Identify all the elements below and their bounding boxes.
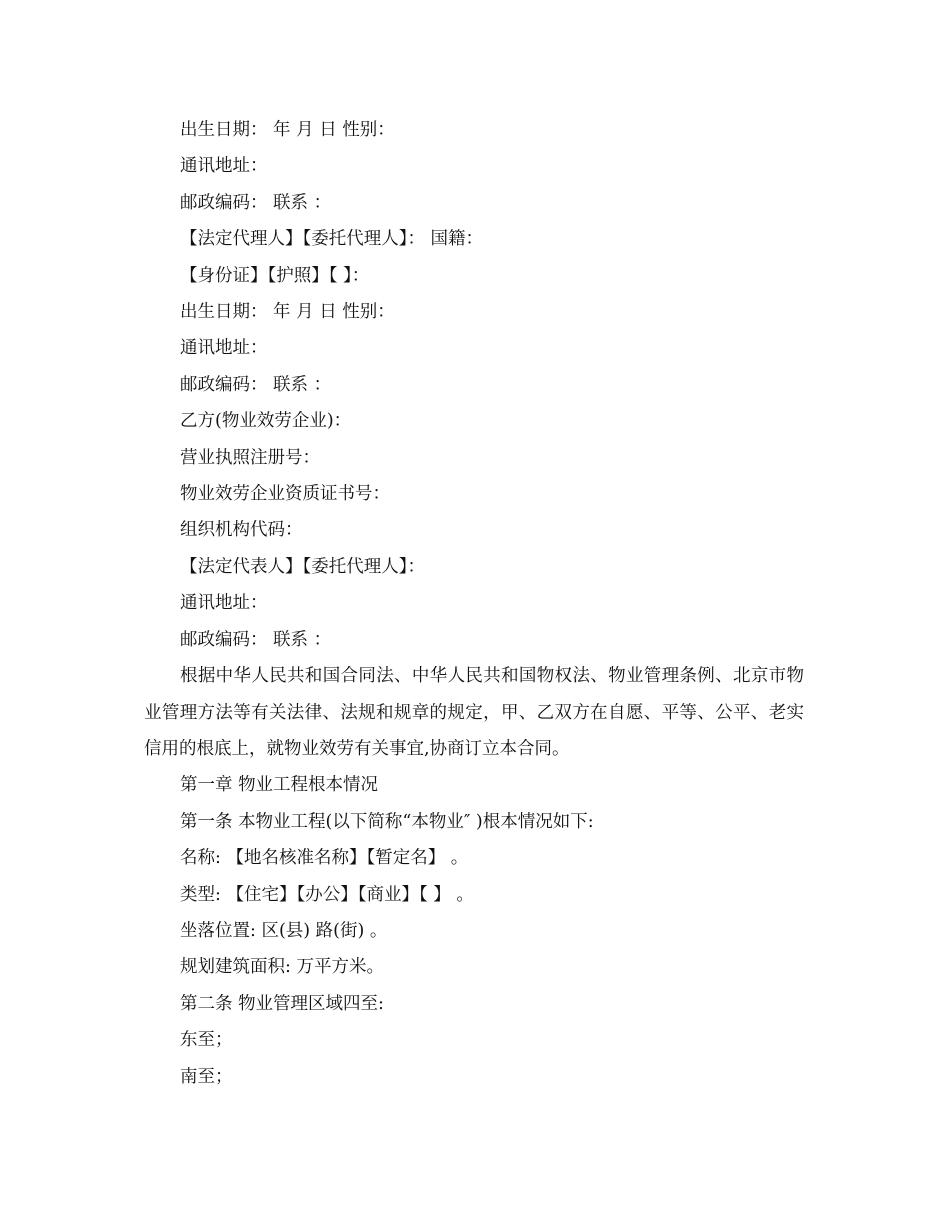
- text-line: 组织机构代码：: [180, 520, 303, 541]
- text-line: 乙方(物业效劳企业)：: [180, 411, 352, 432]
- text-line: 东至；: [180, 1030, 233, 1051]
- text-line: 类型: 【住宅】【办公】【商业】【 】 。: [180, 884, 474, 905]
- article-line: 第一条 本物业工程(以下简称“本物业″ )根本情况如下:: [180, 811, 594, 832]
- text-line: 规划建筑面积: 万平方米。: [180, 957, 384, 978]
- text-line: 营业执照注册号：: [180, 447, 320, 468]
- text-line: 邮政编码： 联系 ：: [180, 374, 332, 395]
- text-line: 通讯地址：: [180, 338, 268, 359]
- text-line: 邮政编码： 联系 ：: [180, 629, 332, 650]
- document-body: [144, 112, 804, 1095]
- text-line: 通讯地址：: [180, 156, 268, 177]
- text-line: 邮政编码： 联系 ：: [180, 192, 332, 213]
- article-line: 第二条 物业管理区域四至:: [180, 993, 384, 1014]
- text-line: 名称: 【地名核准名称】【暂定名】 。: [180, 848, 469, 869]
- text-line: 【法定代理人】【委托代理人】： 国籍：: [180, 229, 484, 250]
- text-line: 通讯地址：: [180, 593, 268, 614]
- legal-basis-paragraph: 根据中华人民共和国合同法、中华人民共和国物权法、物业管理条例、北京市物业管理方法等有关法律、法规和规章的规定，甲、乙双方在自愿、平等、公平、老实信用的根底上，就物业效劳有关事宜,协商订立本合同。: [144, 666, 804, 759]
- text-line: 【身份证】【护照】【 】：: [180, 265, 370, 286]
- text-line: 坐落位置: 区(县) 路(街) 。: [180, 920, 388, 941]
- text-line: 南至；: [180, 1066, 233, 1087]
- text-line: 出生日期： 年 月 日 性别：: [180, 120, 395, 140]
- text-line: 出生日期： 年 月 日 性别：: [180, 302, 395, 323]
- text-line: 【法定代表人】【委托代理人】：: [180, 556, 425, 577]
- text-line: 物业效劳企业资质证书号：: [180, 484, 390, 505]
- chapter-heading: 第一章 物业工程根本情况: [180, 775, 379, 796]
